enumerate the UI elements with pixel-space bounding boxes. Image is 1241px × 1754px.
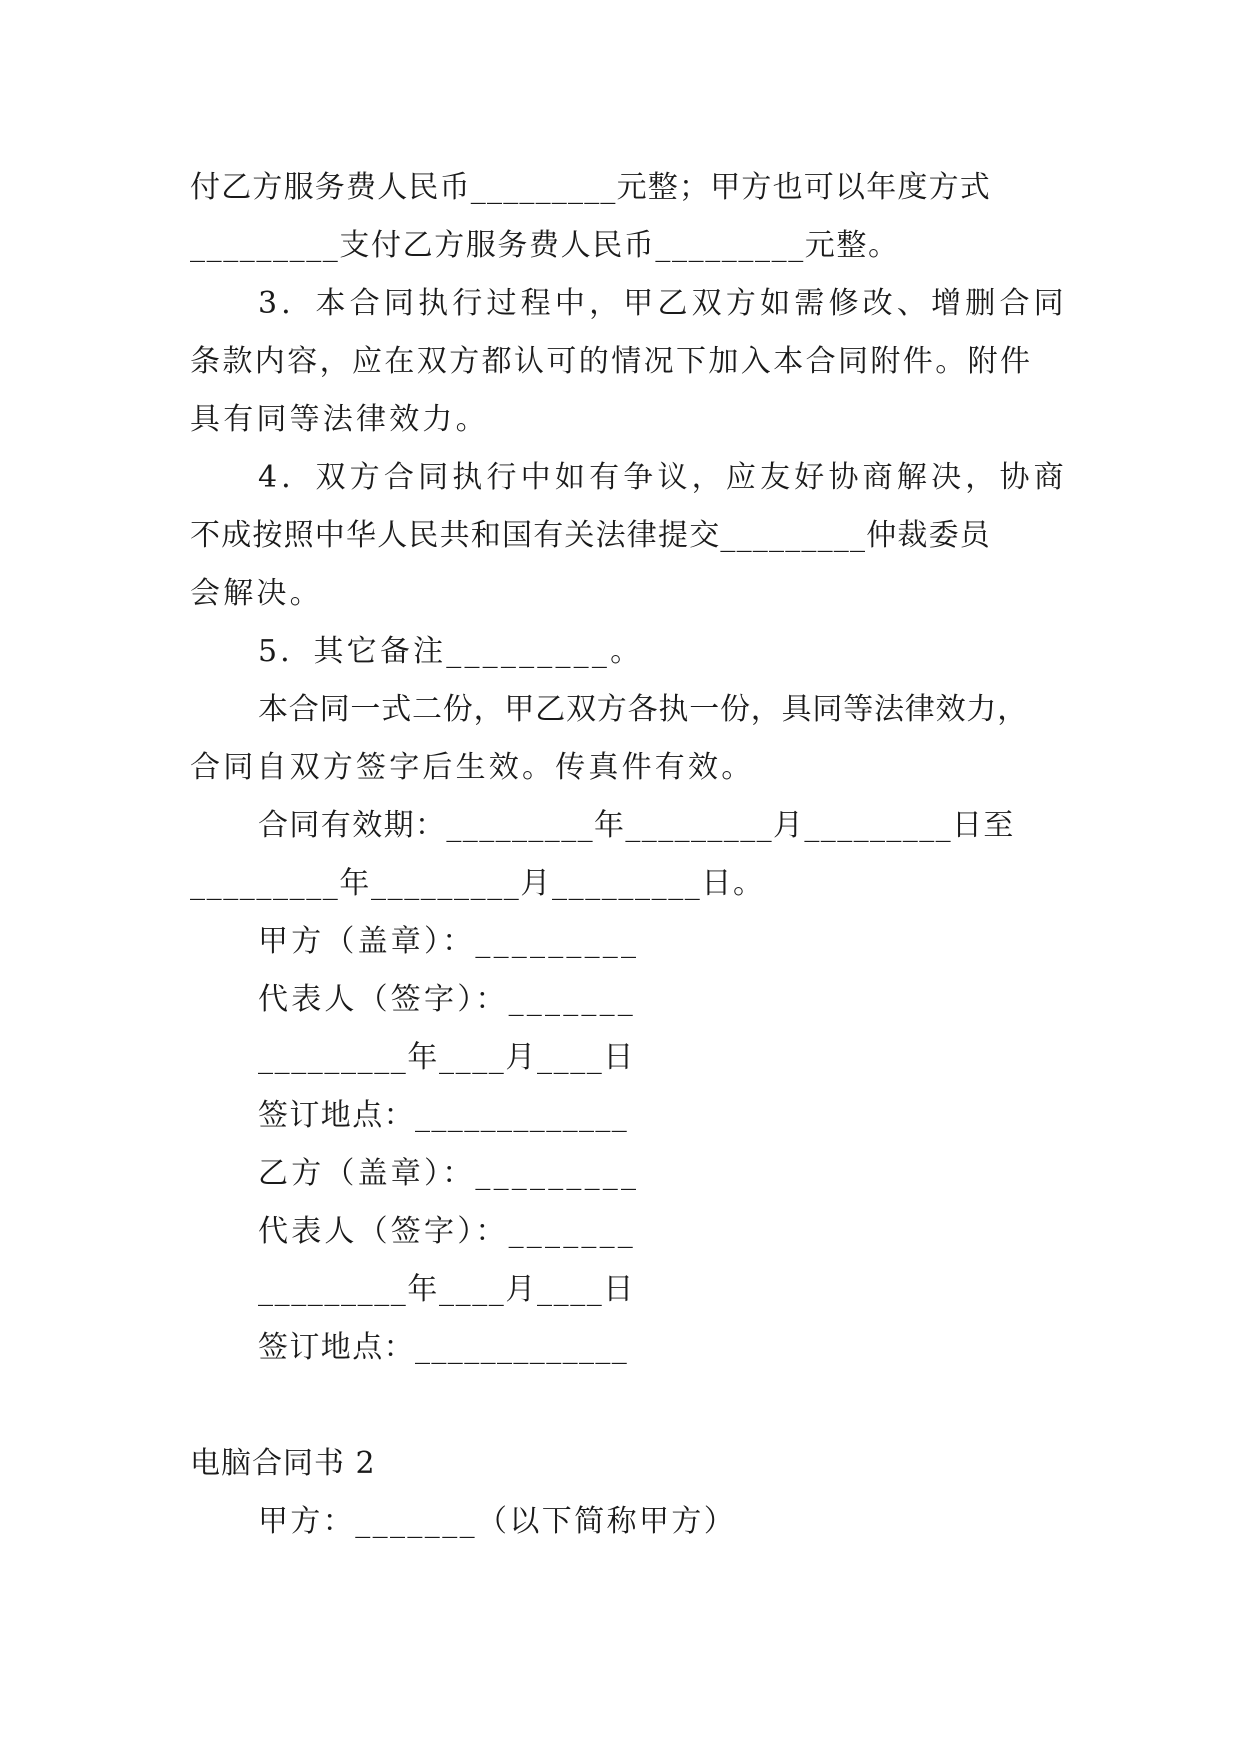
- text-line: 付乙方服务费人民币_________元整；甲方也可以年度方式: [190, 170, 991, 205]
- text-line: 4．双方合同执行中如有争议，应友好协商解决，协商: [258, 460, 1068, 495]
- text-line: 具有同等法律效力。: [190, 402, 489, 437]
- text-line: 本合同一式二份，甲乙双方各执一份，具同等法律效力，: [258, 692, 1028, 727]
- text-line: _________支付乙方服务费人民币_________元整。: [190, 228, 900, 263]
- text-line: 不成按照中华人民共和国有关法律提交_________仲裁委员: [190, 518, 991, 553]
- text-line: 条款内容，应在双方都认可的情况下加入本合同附件。附件: [190, 344, 1033, 379]
- text-line: 5．其它备注_________。: [258, 634, 644, 669]
- party-a-seal-line: 甲方（盖章）：_________: [258, 924, 640, 959]
- text-line: _________年_________月_________日。: [190, 866, 765, 901]
- text-line: 合同自双方签字后生效。传真件有效。: [190, 750, 755, 785]
- text-line: 3．本合同执行过程中，甲乙双方如需修改、增删合同: [258, 286, 1068, 321]
- party-a-representative-line: 代表人（签字）：_______: [258, 982, 636, 1017]
- party-a-location-line: 签订地点：_____________: [258, 1098, 629, 1133]
- party-b-representative-line: 代表人（签字）：_______: [258, 1214, 636, 1249]
- party-a-date-line: _________年____月____日: [258, 1040, 635, 1075]
- party-b-seal-line: 乙方（盖章）：_________: [258, 1156, 640, 1191]
- text-line: 合同有效期：_________年_________月_________日至: [258, 808, 1015, 843]
- party-b-date-line: _________年____月____日: [258, 1272, 635, 1307]
- section-title: 电脑合同书 2: [190, 1446, 376, 1481]
- party-b-location-line: 签订地点：_____________: [258, 1330, 629, 1365]
- party-a-intro-line: 甲方：_______（以下简称甲方）: [258, 1504, 737, 1539]
- text-line: 会解决。: [190, 576, 323, 611]
